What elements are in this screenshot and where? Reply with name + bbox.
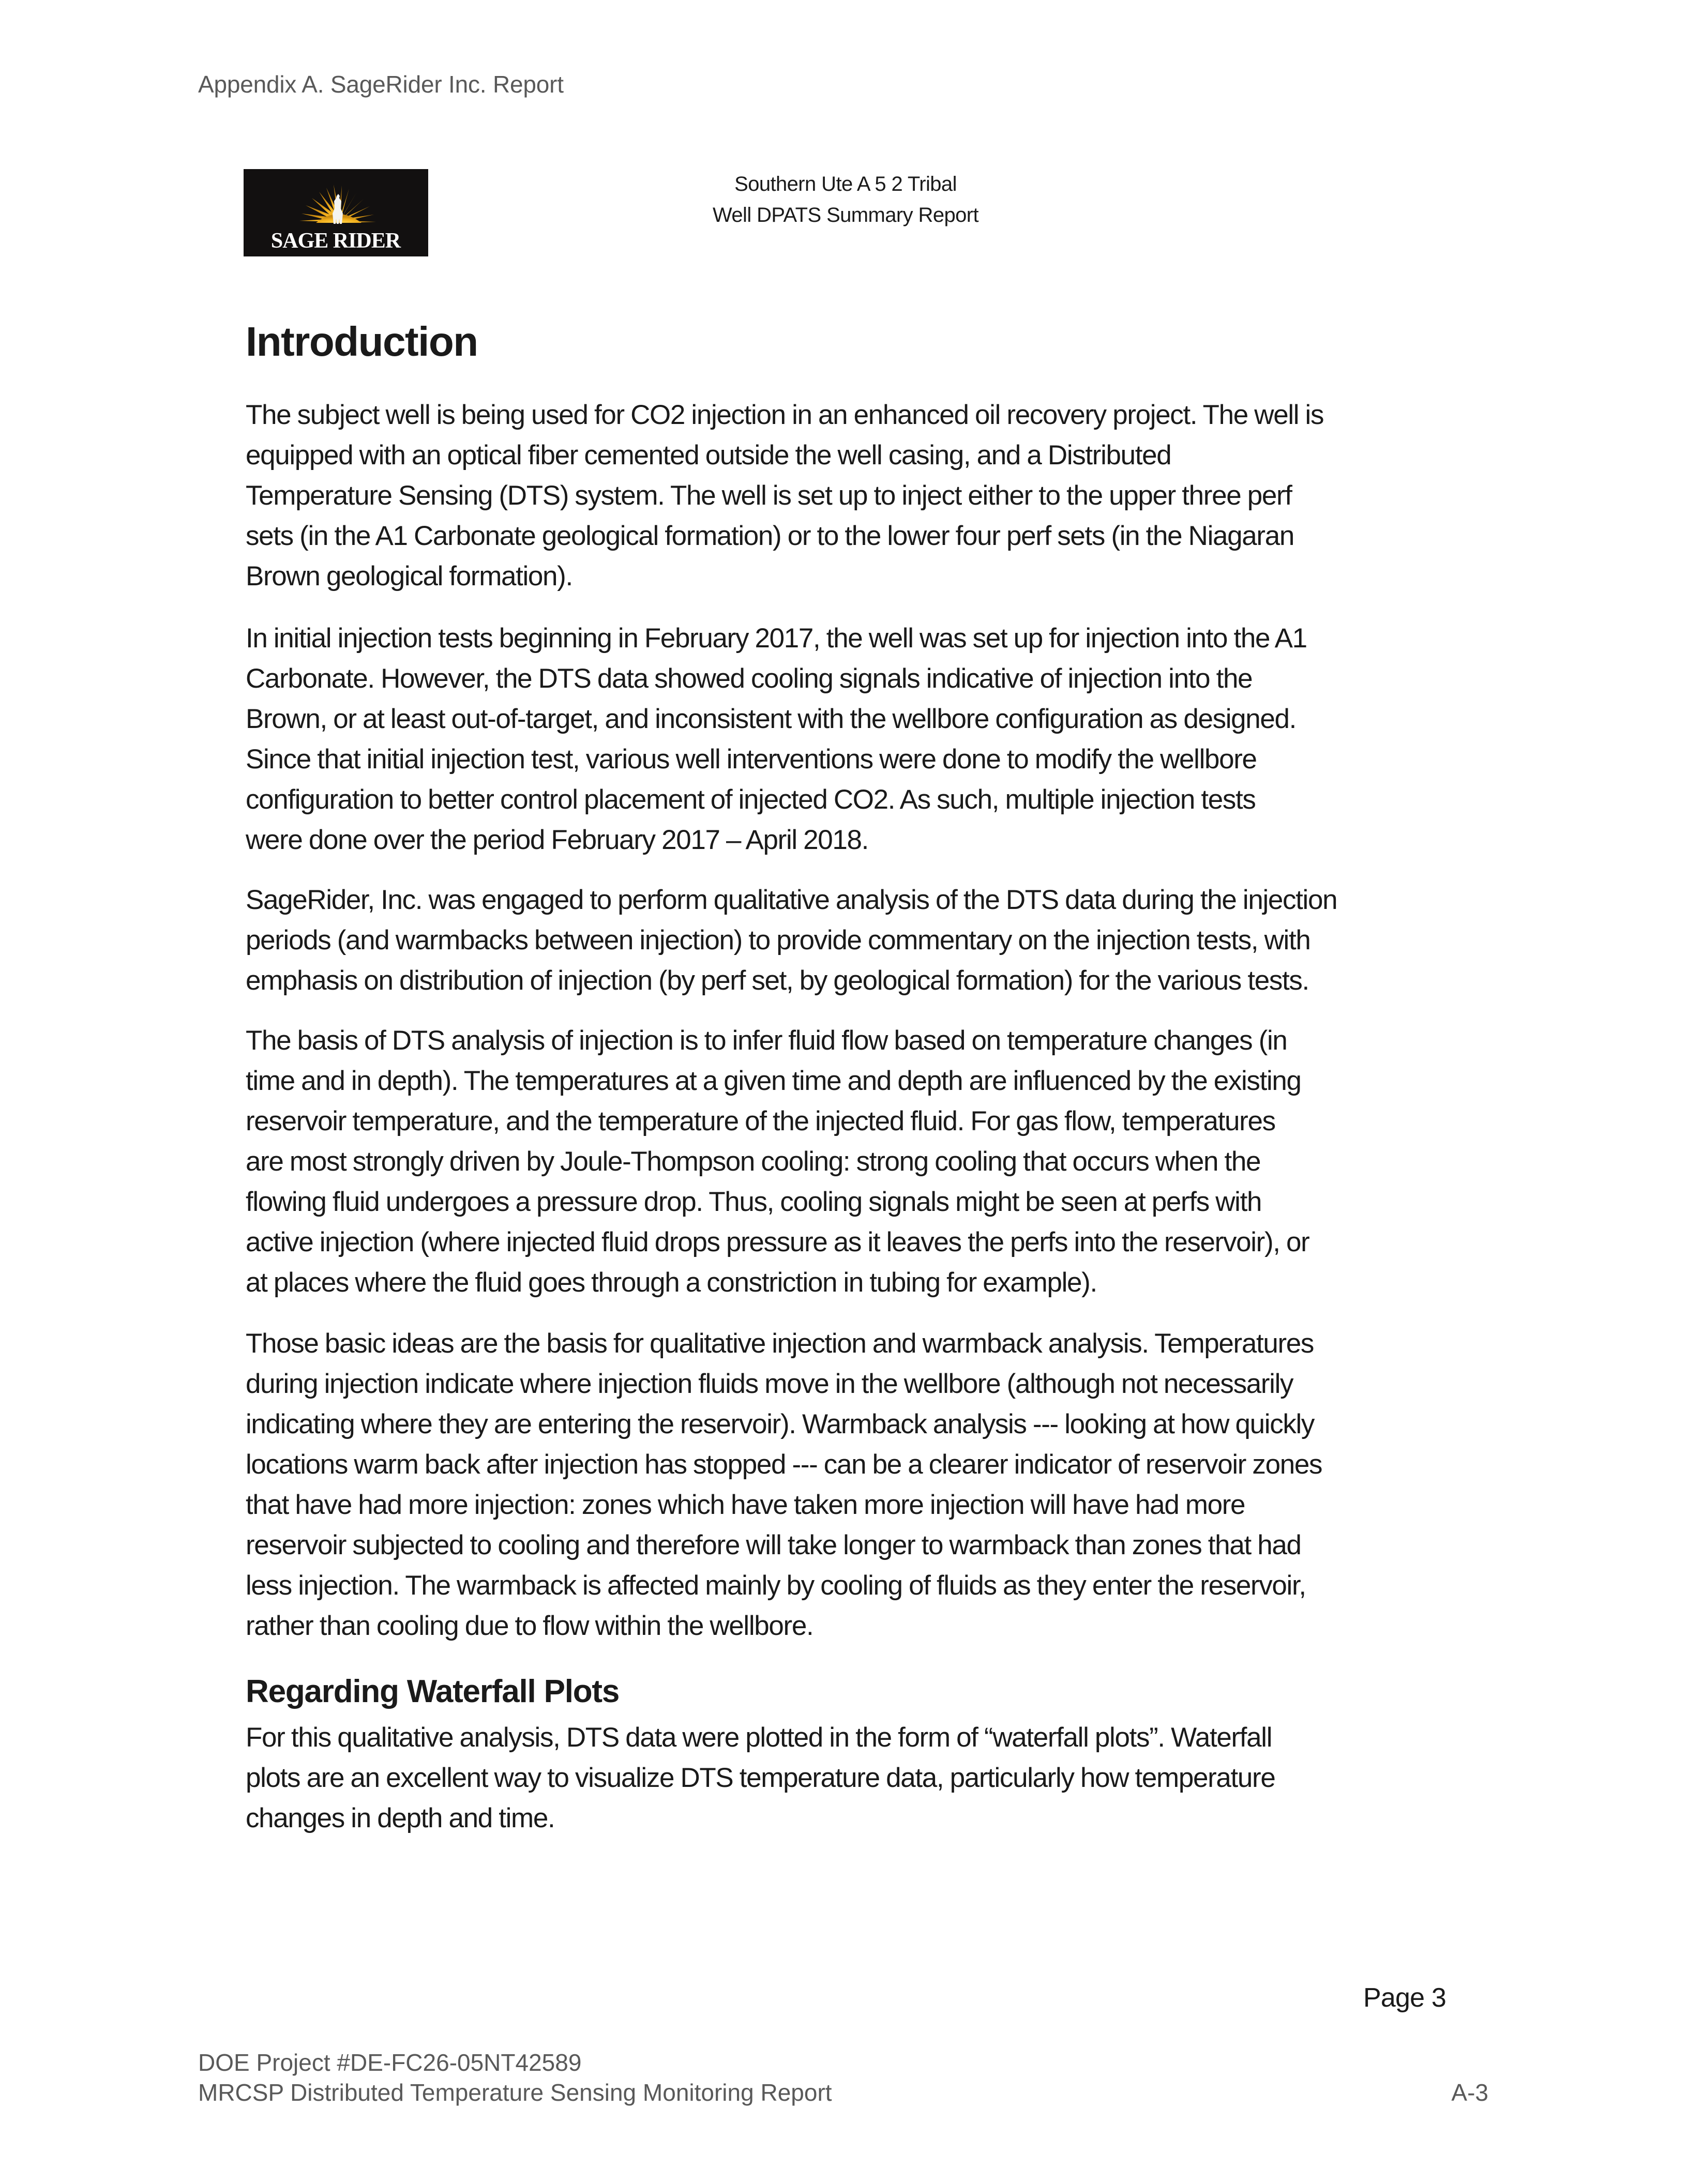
text-line: SageRider, Inc. was engaged to perform qualitative analysis of the DTS data during the injection xyxy=(246,885,1337,915)
paragraph-waterfall-plots xyxy=(246,1718,1451,1839)
report-title xyxy=(690,169,1001,231)
text-line: Brown geological formation). xyxy=(246,561,572,592)
paragraph-initial-tests xyxy=(246,618,1451,860)
text-line: reservoir temperature, and the temperature of the injected fluid. For gas flow, temperatures xyxy=(246,1106,1275,1136)
text-line: less injection. The warmback is affected mainly by cooling of fluids as they enter the reservoir, xyxy=(246,1570,1306,1601)
text-line: Brown, or at least out-of-target, and inconsistent with the wellbore configuration as designed. xyxy=(246,704,1297,734)
report-title-line1: Southern Ute A 5 2 Tribal xyxy=(734,173,957,195)
section-heading-introduction: Introduction xyxy=(246,318,478,365)
text-line: In initial injection tests beginning in February 2017, the well was set up for injection into the A1 xyxy=(246,623,1307,654)
footer-report-title: MRCSP Distributed Temperature Sensing Monitoring Report xyxy=(198,2079,832,2106)
text-line: at places where the fluid goes through a constriction in tubing for example). xyxy=(246,1267,1097,1298)
text-line: flowing fluid undergoes a pressure drop. Thus, cooling signals might be seen at perfs with xyxy=(246,1187,1262,1217)
text-line: were done over the period February 2017 – April 2018. xyxy=(246,825,869,855)
text-line: during injection indicate where injection fluids move in the wellbore (although not necessarily xyxy=(246,1369,1293,1399)
text-line: The basis of DTS analysis of injection is to infer fluid flow based on temperature changes (in xyxy=(246,1025,1287,1056)
text-line: The subject well is being used for CO2 injection in an enhanced oil recovery project. The well is xyxy=(246,400,1324,430)
text-line: For this qualitative analysis, DTS data were plotted in the form of “waterfall plots”. Waterfall xyxy=(246,1722,1272,1753)
page-number: Page 3 xyxy=(1363,1983,1446,2013)
text-line: reservoir subjected to cooling and therefore will take longer to warmback than zones that had xyxy=(246,1530,1301,1560)
text-line: changes in depth and time. xyxy=(246,1803,555,1833)
text-line: plots are an excellent way to visualize DTS temperature data, particularly how temperature xyxy=(246,1763,1275,1793)
text-line: Temperature Sensing (DTS) system. The well is set up to inject either to the upper three perf xyxy=(246,480,1292,511)
sunburst-rider-icon xyxy=(244,169,428,256)
text-line: periods (and warmbacks between injection) to provide commentary on the injection tests, with xyxy=(246,925,1310,956)
text-line: rather than cooling due to flow within the wellbore. xyxy=(246,1611,813,1641)
text-line: active injection (where injected fluid drops pressure as it leaves the perfs into the reservoir), or xyxy=(246,1227,1309,1257)
footer-project-id: DOE Project #DE-FC26-05NT42589 xyxy=(198,2049,582,2076)
paragraph-intro-well xyxy=(246,395,1451,597)
report-title-line2: Well DPATS Summary Report xyxy=(712,204,978,226)
paragraph-sagerider-engagement xyxy=(246,880,1451,1001)
paragraph-warmback-analysis xyxy=(246,1324,1451,1646)
footer-page-label: A-3 xyxy=(1451,2079,1488,2106)
text-line: emphasis on distribution of injection (by perf set, by geological formation) for the various tests. xyxy=(246,965,1309,996)
section-heading-waterfall-plots: Regarding Waterfall Plots xyxy=(246,1674,620,1709)
paragraph-dts-basis xyxy=(246,1021,1451,1303)
text-line: Carbonate. However, the DTS data showed cooling signals indicative of injection into the xyxy=(246,663,1253,694)
text-line: sets (in the A1 Carbonate geological formation) or to the lower four perf sets (in the Niagaran xyxy=(246,521,1294,551)
text-line: that have had more injection: zones which have taken more injection will have had more xyxy=(246,1490,1245,1520)
text-line: indicating where they are entering the reservoir). Warmback analysis --- looking at how quickly xyxy=(246,1409,1315,1439)
text-line: configuration to better control placement of injected CO2. As such, multiple injection tests xyxy=(246,784,1256,815)
text-line: locations warm back after injection has stopped --- can be a clearer indicator of reservoir zones xyxy=(246,1449,1322,1480)
text-line: Since that initial injection test, various well interventions were done to modify the wellbore xyxy=(246,744,1257,775)
text-line: time and in depth). The temperatures at a given time and depth are influenced by the existing xyxy=(246,1066,1301,1096)
running-header: Appendix A. SageRider Inc. Report xyxy=(198,71,564,98)
sagerider-logo xyxy=(244,169,428,256)
logo-wordmark: SAGE RIDER xyxy=(270,229,401,253)
text-line: are most strongly driven by Joule-Thompson cooling: strong cooling that occurs when the xyxy=(246,1146,1261,1177)
text-line: equipped with an optical fiber cemented outside the well casing, and a Distributed xyxy=(246,440,1171,471)
text-line: Those basic ideas are the basis for qualitative injection and warmback analysis. Temperatures xyxy=(246,1328,1314,1359)
